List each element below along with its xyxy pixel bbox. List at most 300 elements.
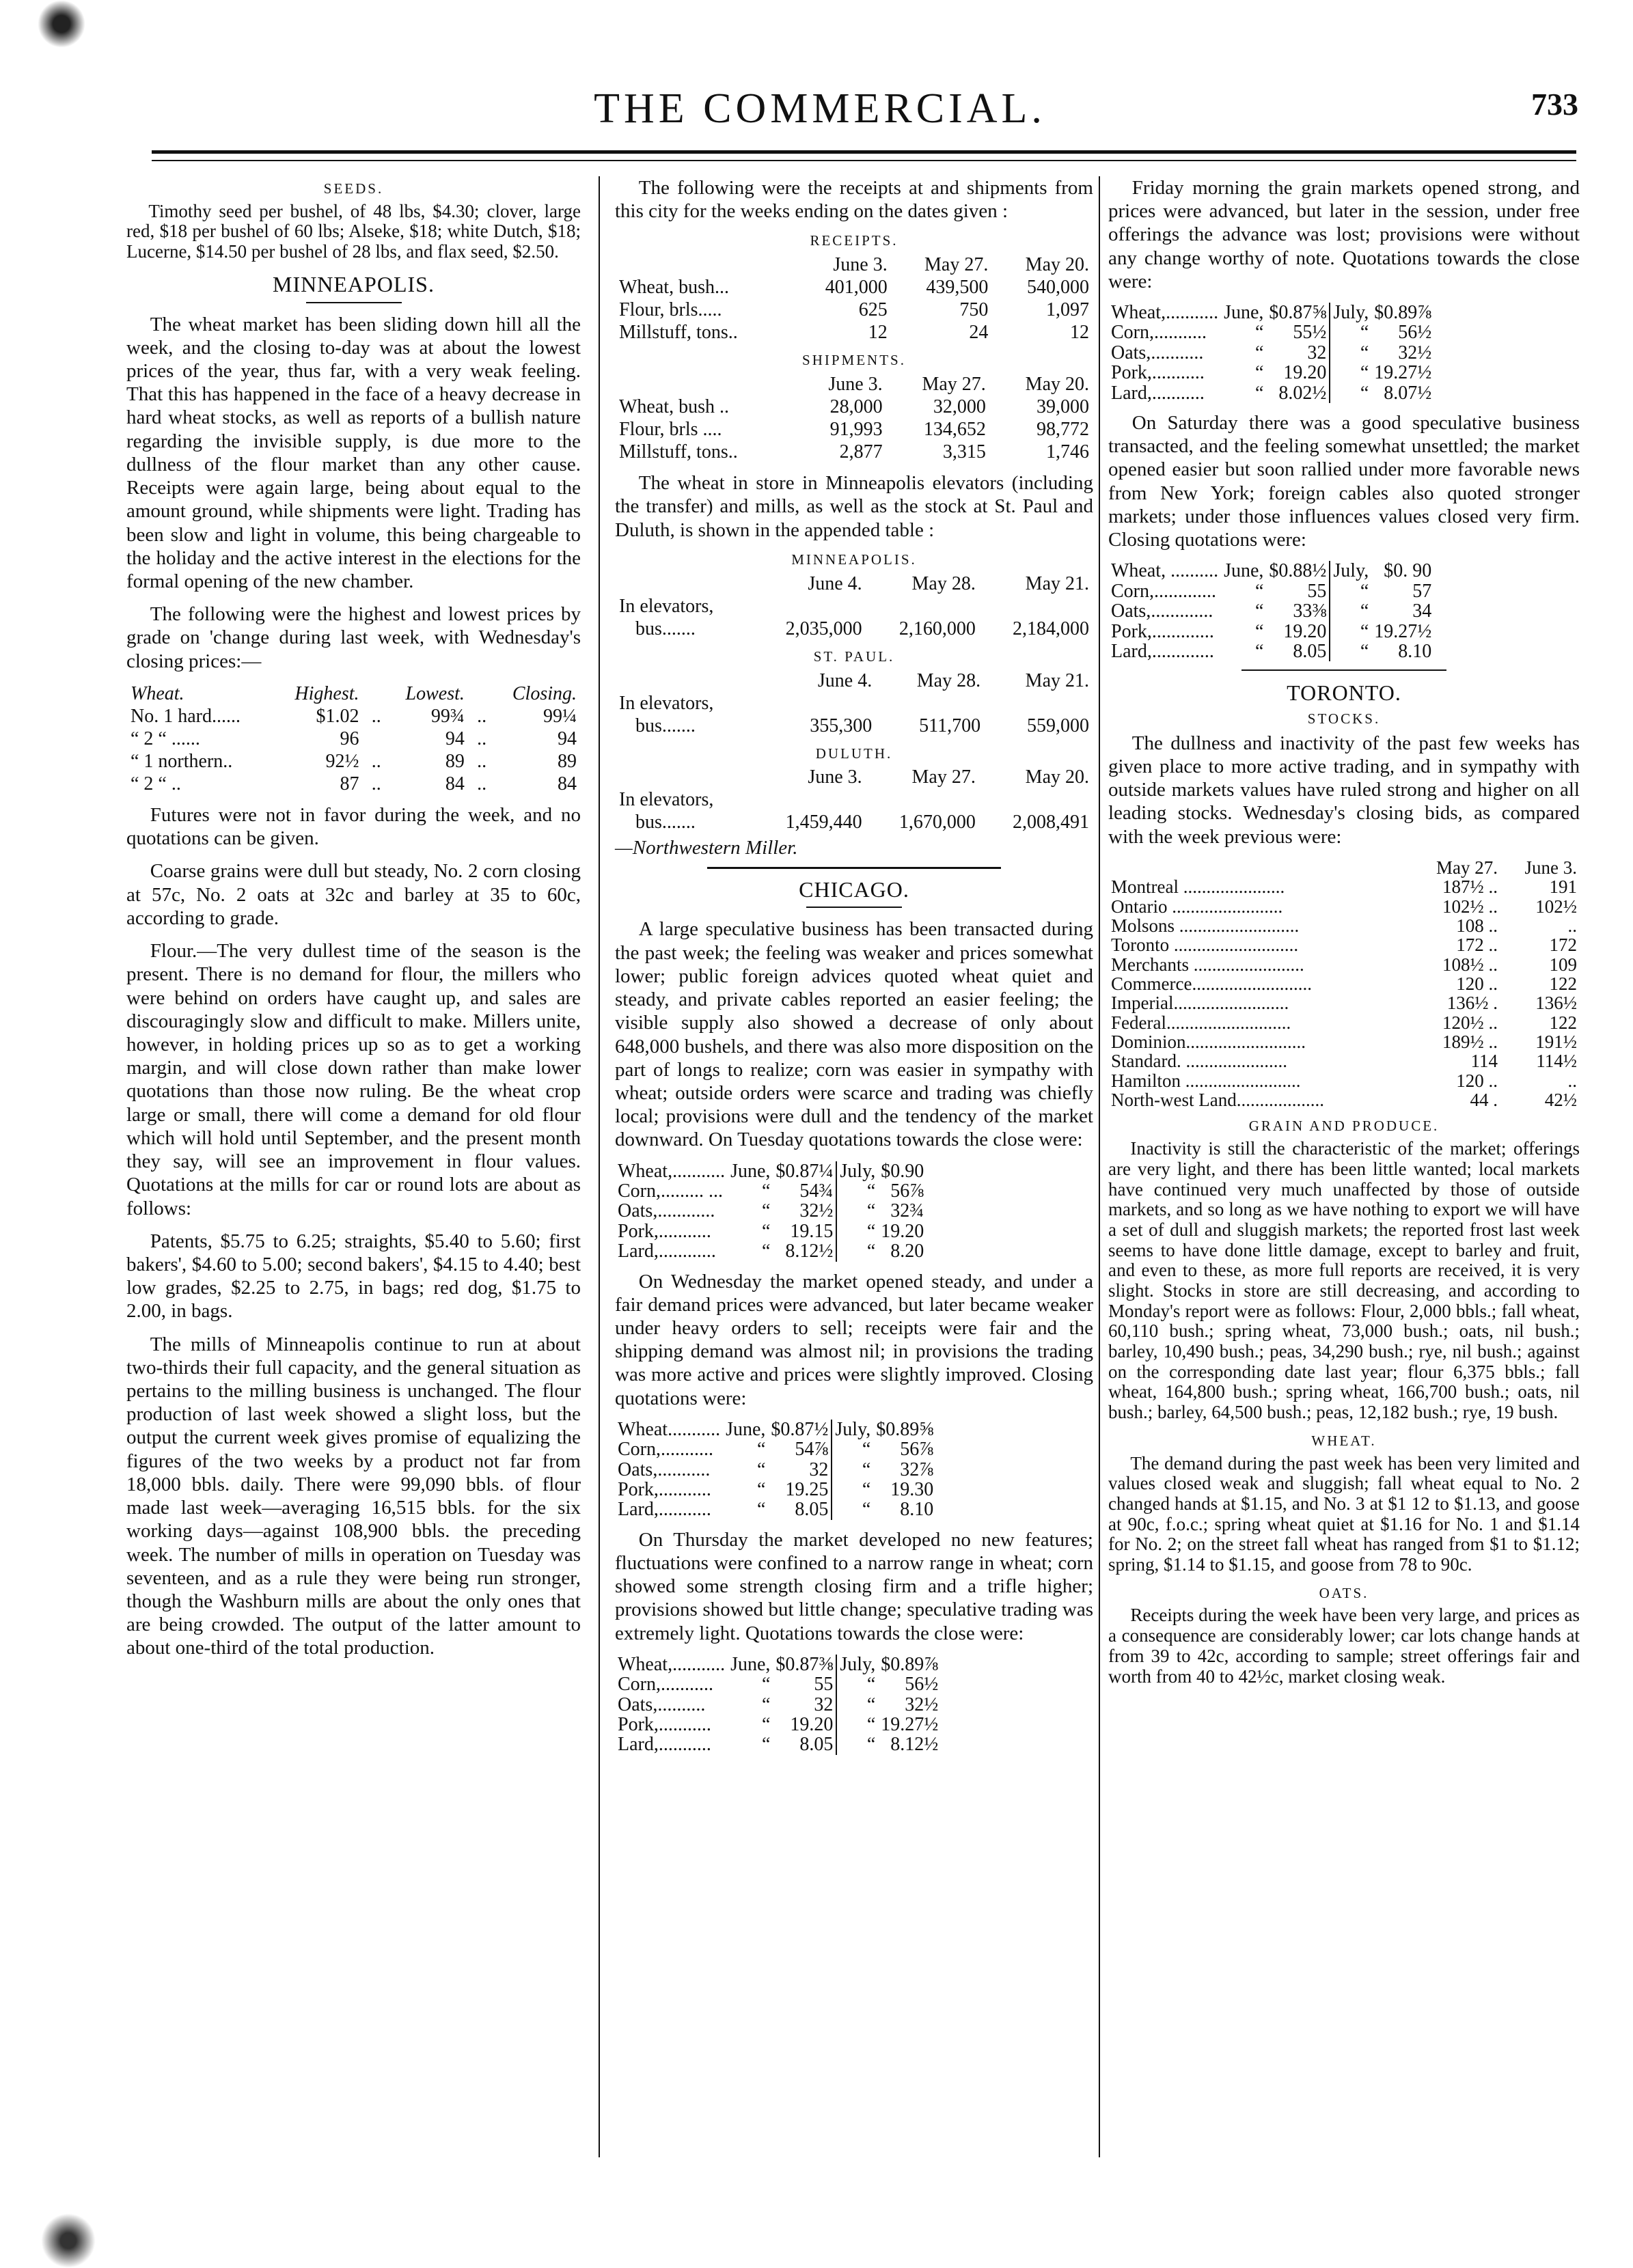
quotation-row	[615, 1201, 927, 1221]
table-cell: 750	[959, 299, 989, 321]
column-1	[126, 176, 581, 1670]
stpaul-subheading: ST. PAUL.	[813, 648, 895, 665]
date-header: June 3.	[808, 766, 862, 788]
table-cell: “	[1254, 382, 1264, 404]
wheat-paragraph: The demand during the past week has been very limited and values closed weak and sluggish; fall wheat equal to No. 2 changed hands at $1.15, and No. 3 at $1 12 to $1.13, and goose at 90c, f.o.c.; spring wheat quiet at $1.16 for No. 1 and $1.14 for No. 2; on the street fall wheat has ranged from $1 to $1.12; spring, $1.14 to $1.15, and goose from 78 to 90c.	[1108, 1452, 1580, 1575]
table-cell: $0.87½	[771, 1418, 829, 1440]
table-cell: Standard. ......................	[1111, 1051, 1287, 1072]
quotation-row	[615, 1480, 936, 1499]
table-cell: 19.20	[881, 1220, 924, 1242]
table-cell: 8.20	[890, 1241, 924, 1262]
date-header: May 21.	[1025, 669, 1089, 691]
table-cell: Lard,............	[618, 1241, 716, 1262]
receipts-table	[615, 253, 1093, 344]
table-cell: $0.90	[881, 1160, 924, 1182]
table-cell: 187½ ..	[1442, 876, 1498, 898]
table-cell: 54¾	[799, 1180, 834, 1202]
table-cell: 625	[858, 299, 888, 321]
table-cell: Corn,...........	[1111, 322, 1207, 344]
table-cell: 84	[558, 773, 577, 794]
table-cell: 191½	[1535, 1032, 1577, 1053]
store-paragraph: The wheat in store in Minneapolis elevators (including the transfer) and mills, as well as the stock at St. Paul and Duluth, is shown in the appended table :	[615, 472, 1093, 541]
date-header: June 4.	[817, 669, 873, 691]
column-header: Wheat.	[131, 682, 184, 704]
quotation-row	[615, 1181, 927, 1201]
table-cell: “	[832, 1439, 873, 1459]
table-cell: Corn,......... ...	[618, 1180, 723, 1202]
table-row	[126, 773, 581, 795]
table-cell: 55½	[1293, 322, 1327, 344]
table-cell: “	[1330, 641, 1371, 661]
table-row	[615, 299, 1093, 321]
table-cell: Molsons ..........................	[1111, 915, 1300, 936]
wheat-heading: WHEAT.	[1311, 1432, 1377, 1449]
table-cell: Millstuff, tons..	[619, 441, 738, 463]
table-cell: ..	[371, 750, 381, 772]
table-cell: “	[1330, 601, 1371, 621]
table-cell: $0.88½	[1269, 560, 1327, 582]
table-cell: Oats,...........	[618, 1458, 711, 1480]
table-cell: 559,000	[1027, 715, 1089, 736]
quotation-row	[615, 1241, 927, 1261]
table-cell: 84	[445, 773, 465, 794]
table-cell: Montreal ......................	[1111, 876, 1285, 898]
table-cell: 401,000	[825, 277, 888, 299]
tuesday-quotations	[615, 1161, 927, 1262]
table-cell: 114	[1470, 1051, 1498, 1072]
table-cell: 94	[445, 728, 465, 749]
table-cell: “ 2 “ ......	[131, 728, 200, 749]
table-cell: 42½	[1544, 1090, 1577, 1111]
table-row	[1108, 1090, 1580, 1109]
table-cell: 3,315	[942, 441, 986, 463]
quotation-row	[1108, 601, 1434, 621]
date-header: June 3.	[1524, 857, 1577, 878]
table-cell: 8.05	[1293, 640, 1327, 662]
table-cell: Lard,...........	[1111, 382, 1205, 404]
table-cell: “	[1254, 580, 1264, 602]
table-cell: $1.02	[316, 705, 359, 727]
table-row	[1108, 955, 1580, 974]
table-cell: 32⅞	[900, 1458, 934, 1480]
table-cell: 511,700	[919, 715, 981, 736]
table-cell: ..	[1567, 1070, 1577, 1091]
elevators-bus-label: bus.......	[635, 715, 696, 736]
table-cell: 32½	[799, 1200, 834, 1222]
quotation-row	[1108, 641, 1434, 661]
table-cell: $0.87⅝	[1269, 302, 1327, 324]
table-cell: 89	[445, 750, 465, 772]
quotation-row	[615, 1499, 936, 1519]
table-cell: 439,500	[926, 277, 989, 299]
table-row	[1108, 1032, 1580, 1051]
table-cell: Lard,...........	[618, 1499, 711, 1521]
oats-heading: OATS.	[1319, 1584, 1369, 1601]
table-cell: 99¾	[430, 705, 465, 727]
toronto-paragraph: The dullness and inactivity of the past few weeks has given place to more active trading, and in sympathy with outside markets values have ruled strong and higher on all leading stocks. Wednesday's closing bids, as compared with the week previous were:	[1108, 732, 1580, 848]
column-3	[1108, 176, 1580, 1696]
table-cell: 540,000	[1027, 277, 1089, 299]
table-cell: 32	[814, 1693, 834, 1715]
table-cell: $0. 90	[1384, 560, 1432, 582]
ink-smudge-top	[38, 0, 85, 48]
table-cell: 32,000	[933, 396, 986, 418]
table-cell: ..	[477, 728, 487, 749]
table-cell: 55	[1307, 580, 1327, 602]
table-cell: 39,000	[1037, 396, 1089, 418]
table-cell: 108½ ..	[1442, 954, 1498, 975]
table-cell: “	[836, 1181, 878, 1201]
table-cell: “	[1330, 363, 1371, 383]
table-cell: 108 ..	[1456, 915, 1498, 936]
table-cell: 1,746	[1046, 441, 1089, 463]
table-cell: ..	[477, 750, 487, 772]
table-cell: $0.89⅞	[1374, 302, 1432, 324]
table-cell: 2,160,000	[898, 618, 976, 639]
shipments-heading: SHIPMENTS.	[802, 352, 906, 369]
table-cell: $0.87¼	[776, 1160, 834, 1182]
quotation-row	[615, 1420, 936, 1439]
receipts-heading: RECEIPTS.	[810, 232, 898, 249]
quotation-row	[615, 1715, 941, 1734]
date-header: May 28.	[916, 669, 981, 691]
quotation-row	[615, 1460, 936, 1480]
date-header: June 3.	[833, 254, 888, 276]
table-cell: “	[761, 1714, 771, 1736]
grain-paragraph: Inactivity is still the characteristic of the market; offerings are very light, and there has been little wanted; local markets have continued very much unaffected by those of outside markets, and so long as we have nothing to export we will have a set of dull and sluggish markets; the reported frost last week seems to have done little damage, except to barley and fruit, and even to these, as more full reports are received, it is very slight. Stocks in store are still decreasing, and according to Monday's report were as follows: Flour, 2,000 bbls.; fall wheat, 60,110 bush.; spring wheat, 73,000 bush.; oats, nil bush.; barley, 10,490 bush.; peas, 34,290 bush.; rye, nil bush.; against on the corresponding date last year; flour 6,375 bbls.; fall wheat, 164,800 bush.; spring wheat, 166,700 bush.; oats, nil bush.; barley, 64,500 bush.; peas, 12,182 bush.; rye, 19 bush.	[1108, 1138, 1580, 1423]
duluth-elevators-table	[615, 766, 1093, 833]
date-header: May 27.	[922, 374, 986, 396]
table-cell: Toronto ...........................	[1111, 935, 1299, 956]
table-cell: “ 2 “ ..	[131, 773, 181, 794]
table-cell: 134,652	[923, 419, 986, 441]
table-cell: 2,877	[839, 441, 883, 463]
table-cell: July,	[832, 1420, 873, 1439]
heading-rule	[806, 907, 902, 908]
table-cell: Lard,...........	[618, 1734, 711, 1756]
elevators-label: In elevators,	[619, 595, 714, 617]
table-cell: 172 ..	[1456, 935, 1498, 956]
table-cell: Pork,...........	[1111, 362, 1205, 384]
table-cell: July,	[836, 1161, 878, 1181]
table-cell: North-west Land...................	[1111, 1090, 1324, 1111]
date-header: May 21.	[1025, 572, 1089, 594]
table-cell: 56½	[1398, 322, 1432, 344]
column-rule-1	[599, 176, 600, 2157]
table-row	[615, 418, 1093, 441]
table-cell: 28,000	[829, 396, 883, 418]
table-cell: “	[836, 1734, 878, 1754]
table-cell: “	[756, 1499, 766, 1521]
chicago-paragraph-2: On Wednesday the market opened steady, and under a fair demand prices were advanced, but later became weaker under heavy orders to sell; receipts were fair and the shipping demand was almost nil; in provisions the trading was more active and prices were slightly improved. Closing quotations were:	[615, 1270, 1093, 1409]
table-cell: Pork,...........	[618, 1714, 711, 1736]
table-cell: Corn,...........	[618, 1674, 713, 1696]
table-cell: 92½	[325, 750, 359, 772]
table-cell: Pork,.............	[1111, 620, 1214, 642]
table-cell: “	[836, 1695, 878, 1715]
table-cell: “	[761, 1241, 771, 1262]
table-cell: 44 .	[1470, 1090, 1498, 1111]
oats-paragraph: Receipts during the week have been very large, and prices as a consequence are considerably lower; car lots change hands at from 39 to 42c, according to sample; street offerings fair and worth from 40 to 42½c, market closing weak.	[1108, 1605, 1580, 1687]
table-cell: 120½ ..	[1442, 1012, 1498, 1033]
table-cell: Wheat, ..........	[1111, 560, 1219, 582]
table-row	[1108, 877, 1580, 896]
table-cell: 19.30	[890, 1479, 934, 1501]
table-cell: Oats,............	[618, 1200, 715, 1222]
table-cell: 172	[1549, 935, 1577, 956]
table-cell: “	[1254, 620, 1264, 642]
table-cell: “	[761, 1220, 771, 1242]
table-row	[1108, 1013, 1580, 1032]
masthead	[82, 85, 1578, 132]
table-cell: 91,993	[829, 419, 883, 441]
mills-paragraph: The mills of Minneapolis continue to run at about two-thirds their full capacity, and the general situation as pertains to the milling business is unchanged. The flour production of last week showed a slight loss, but the output the current week gives promise of equalizing the figures of the two weeks by a product not far from 18,000 bbls. daily. There were 99,090 bbls. of flour made last week—averaging 16,515 bbls. for the six working days—against 108,900 bbls. the preceding week. The number of mills in operation on Tuesday was seventeen, and as a rule they were being run stronger, though the Washburn mills are about the only ones that are being crowded. The output of the latter amount to about one-third of the total production.	[126, 1333, 581, 1659]
flour-paragraph: Flour.—The very dullest time of the season is the present. There is no demand for flour, the millers who were behind on orders have caught up, and sales are discouragingly slow and difficult to make. Millers unite, however, in holding prices up so as to get a working margin, and will close down rather than make lower quotations than those now ruling. Be the wheat crop large or small, there will come a demand for old flour which will hold until September, and the present month they say, will see an improvement in flour values. Quotations at the mills for car or round lots are about as follows:	[126, 940, 581, 1219]
table-cell: ..	[477, 705, 487, 727]
header-rule-thin	[152, 160, 1576, 161]
table-row	[1108, 1051, 1580, 1070]
table-cell: “	[836, 1674, 878, 1694]
table-cell: “	[1330, 322, 1371, 342]
table-cell: Wheat,...........	[1111, 302, 1219, 324]
table-cell: Flour, brls.....	[619, 299, 722, 321]
table-cell: Merchants ........................	[1111, 954, 1304, 975]
wednesday-quotations	[615, 1420, 936, 1520]
date-header: May 27.	[1436, 857, 1498, 878]
table-cell: Ontario ........................	[1111, 896, 1283, 917]
chicago-paragraph-3: On Thursday the market developed no new features; fluctuations were confined to a narrow range in wheat; corn showed some strength closing firm and a trifle higher; provisions showed but little change; speculative trading was extremely light. Quotations towards the close were:	[615, 1528, 1093, 1644]
quotation-row	[1108, 383, 1434, 403]
table-cell: 1,097	[1046, 299, 1089, 321]
table-cell: “	[836, 1201, 878, 1221]
column-header: Closing.	[512, 682, 577, 704]
table-cell: 122	[1549, 973, 1577, 994]
table-cell: 8.10	[900, 1499, 934, 1521]
table-cell: 2,008,491	[1013, 812, 1089, 833]
table-cell: “	[832, 1499, 873, 1519]
table-cell: 191	[1549, 876, 1577, 898]
shipments-table	[615, 373, 1093, 463]
stocks-heading: STOCKS.	[1307, 710, 1381, 728]
table-cell: 19.15	[790, 1220, 834, 1242]
table-cell: Pork,...........	[618, 1479, 711, 1501]
table-cell: ..	[371, 773, 381, 794]
table-cell: Oats,.............	[1111, 600, 1213, 622]
chicago-paragraph-1: A large speculative business has been transacted during the past week; the feeling was weaker and prices somewhat lower; public foreign advices quoted wheat quiet and steady, and private cables reported an easier feeling; the visible supply also showed a decrease of only about 648,000 bushels, and there was also more disposition on the part of longs to realize; corn was easier in sympathy with wheat; outside orders were scarce and trading was chiefly local; provisions were dull and the tendency of the market downward. On Tuesday quotations towards the close were:	[615, 918, 1093, 1151]
table-cell: 94	[558, 728, 577, 749]
table-cell: Hamilton .........................	[1111, 1070, 1301, 1091]
table-cell: Federal...........................	[1111, 1012, 1291, 1033]
table-cell: June,	[730, 1160, 771, 1182]
date-header: May 27.	[911, 766, 976, 788]
table-row	[615, 441, 1093, 463]
table-cell: 56⅞	[890, 1180, 924, 1202]
elevators-bus-label: bus.......	[635, 618, 696, 639]
table-cell: June,	[726, 1418, 766, 1440]
table-cell: 19.20	[790, 1714, 834, 1736]
table-cell: 33⅜	[1293, 600, 1327, 622]
seeds-heading: SEEDS.	[323, 180, 384, 197]
table-cell: Pork,...........	[618, 1220, 711, 1242]
table-cell: 120 ..	[1456, 1070, 1498, 1091]
quotation-row	[1108, 363, 1434, 383]
table-cell: “	[1254, 600, 1264, 622]
table-cell: 56⅞	[900, 1439, 934, 1461]
table-cell: “	[836, 1715, 878, 1734]
grade-price-header	[126, 682, 581, 705]
thursday-quotations	[615, 1655, 941, 1755]
table-row	[615, 276, 1093, 299]
table-row	[126, 705, 581, 728]
futures-paragraph: Futures were not in favor during the week, and no quotations can be given.	[126, 804, 581, 850]
table-cell: 54⅞	[795, 1439, 829, 1461]
column-header: Lowest.	[405, 682, 465, 704]
table-cell: 136½ .	[1446, 993, 1498, 1014]
table-cell: 102½ ..	[1442, 896, 1498, 917]
toronto-heading: TORONTO.	[1287, 680, 1401, 706]
table-cell: Millstuff, tons..	[619, 322, 738, 344]
table-cell: 19.27½	[1374, 362, 1432, 384]
friday-quotations	[1108, 303, 1434, 403]
table-cell: “ 1 northern..	[131, 750, 233, 772]
table-cell: 99¼	[543, 705, 577, 727]
table-cell: Corn,...........	[618, 1439, 713, 1461]
elevators-label: In elevators,	[619, 789, 714, 811]
table-cell: Imperial.........................	[1111, 993, 1289, 1014]
table-cell: Flour, brls ....	[619, 419, 722, 441]
table-cell: Corn,.............	[1111, 580, 1216, 602]
table-cell: $0.89⅝	[876, 1418, 934, 1440]
table-cell: 2,184,000	[1013, 618, 1089, 639]
date-header: May 28.	[911, 572, 976, 594]
ink-smudge-bottom	[41, 2213, 96, 2268]
table-cell: 34	[1412, 600, 1432, 622]
table-cell: 136½	[1535, 993, 1577, 1014]
table-cell: 189½ ..	[1442, 1032, 1498, 1053]
page-title: THE COMMERCIAL.	[594, 85, 1046, 132]
quotation-row	[1108, 322, 1434, 342]
table-cell: ..	[371, 705, 381, 727]
table-cell: “	[836, 1221, 878, 1241]
table-cell: “	[1330, 581, 1371, 601]
quotation-row	[615, 1674, 941, 1694]
table-cell: 8.05	[799, 1734, 834, 1756]
quotation-row	[1108, 343, 1434, 363]
table-cell: June,	[1224, 560, 1264, 582]
table-cell: 8.12½	[785, 1241, 834, 1262]
table-cell: Wheat,...........	[618, 1160, 726, 1182]
chicago-heading: CHICAGO.	[799, 876, 909, 902]
table-cell: 24	[969, 322, 989, 344]
table-cell: 8.10	[1398, 640, 1432, 662]
source-credit: —Northwestern Miller.	[615, 837, 798, 859]
table-cell: 12	[1070, 322, 1089, 344]
stpaul-elevators-table	[615, 669, 1093, 737]
table-cell: Commerce..........................	[1111, 973, 1312, 994]
table-cell: “	[1254, 322, 1264, 344]
table-cell: 122	[1549, 1012, 1577, 1033]
table-cell: 8.07½	[1384, 382, 1432, 404]
stocks-table	[1108, 858, 1580, 1109]
table-cell: “	[761, 1674, 771, 1696]
table-cell: “	[836, 1241, 878, 1261]
table-cell: Dominion..........................	[1111, 1032, 1306, 1053]
table-cell: 109	[1549, 954, 1577, 975]
table-cell: Wheat...........	[618, 1418, 721, 1440]
table-row	[615, 321, 1093, 344]
table-cell: 2,035,000	[785, 618, 862, 639]
table-cell: 89	[558, 750, 577, 772]
receipts-intro: The following were the receipts at and shipments from this city for the weeks ending on the dates given :	[615, 177, 1093, 223]
table-cell: 32	[1307, 342, 1327, 363]
table-cell: 98,772	[1037, 419, 1089, 441]
date-header: June 3.	[828, 374, 883, 396]
table-cell: Lard,.............	[1111, 640, 1214, 662]
table-cell: 19.20	[1283, 362, 1327, 384]
table-cell: “	[1330, 343, 1371, 363]
quotation-row	[615, 1439, 936, 1459]
table-cell: July,	[1330, 303, 1371, 322]
table-cell: “	[761, 1180, 771, 1202]
table-cell: ..	[477, 773, 487, 794]
minneapolis-paragraph: The wheat market has been sliding down hill all the week, and the closing to-day was at about the lowest prices of the year, thus far, with a very weak feeling. That this has happened in the face of a heavy decrease in hard wheat stocks, as well as reports of a bullish nature regarding the invisible supply, is due more to the dullness of the flour market than any other cause. Receipts were again large, being about equal to the amount ground, while shipments were light. Trading has been slow and light in volume, this being chargeable to the holiday and the active interest in the elections for the formal opening of the new chamber.	[126, 313, 581, 592]
minneapolis-heading: MINNEAPOLIS.	[273, 271, 435, 296]
date-header: May 20.	[1025, 766, 1089, 788]
quotation-row	[1108, 622, 1434, 641]
heading-rule	[306, 302, 402, 303]
date-header: May 20.	[1025, 374, 1089, 396]
table-cell: 8.05	[795, 1499, 829, 1521]
table-cell: “	[761, 1734, 771, 1756]
table-cell: 96	[340, 728, 359, 749]
table-row	[1108, 1071, 1580, 1090]
quotation-row	[615, 1734, 941, 1754]
quotation-row	[615, 1695, 941, 1715]
table-row	[126, 750, 581, 773]
table-cell: $0.87⅜	[776, 1653, 834, 1675]
table-cell: $0.89⅞	[881, 1653, 939, 1675]
header-rule-thick	[152, 150, 1576, 154]
saturday-paragraph: On Saturday there was a good speculative business transacted, and the feeling somewhat unsettled; the market opened easier but soon rallied under more favorable news from New York; foreign cables also quoted stronger markets; under those influences values closed very firm. Closing quotations were:	[1108, 412, 1580, 551]
table-cell: “	[756, 1458, 766, 1480]
table-cell: 56½	[905, 1674, 939, 1696]
table-cell: 8.12½	[890, 1734, 939, 1756]
table-cell: ..	[1567, 915, 1577, 936]
column-header: Highest.	[294, 682, 359, 704]
table-cell: 1,459,440	[785, 812, 862, 833]
table-cell: 355,300	[810, 715, 873, 736]
table-cell: 55	[814, 1674, 834, 1696]
table-cell: Oats,...........	[1111, 342, 1204, 363]
table-row	[615, 396, 1093, 418]
duluth-subheading: DULUTH.	[815, 745, 893, 762]
table-cell: Wheat, bush...	[619, 277, 729, 299]
table-cell	[363, 728, 385, 750]
quotation-row	[1108, 561, 1434, 581]
table-cell: 32	[809, 1458, 829, 1480]
section-rule	[707, 867, 1001, 869]
heading-rule	[1241, 669, 1446, 671]
table-cell: No. 1 hard......	[131, 705, 241, 727]
minneapolis-elevators-table	[615, 572, 1093, 640]
table-cell: Oats,..........	[618, 1693, 706, 1715]
table-cell: “	[832, 1460, 873, 1480]
table-cell: 1,670,000	[898, 812, 976, 833]
table-cell: 19.25	[785, 1479, 829, 1501]
table-cell: Wheat,...........	[618, 1653, 726, 1675]
table-cell: 19.27½	[1374, 620, 1432, 642]
page-number: 733	[1531, 87, 1578, 122]
